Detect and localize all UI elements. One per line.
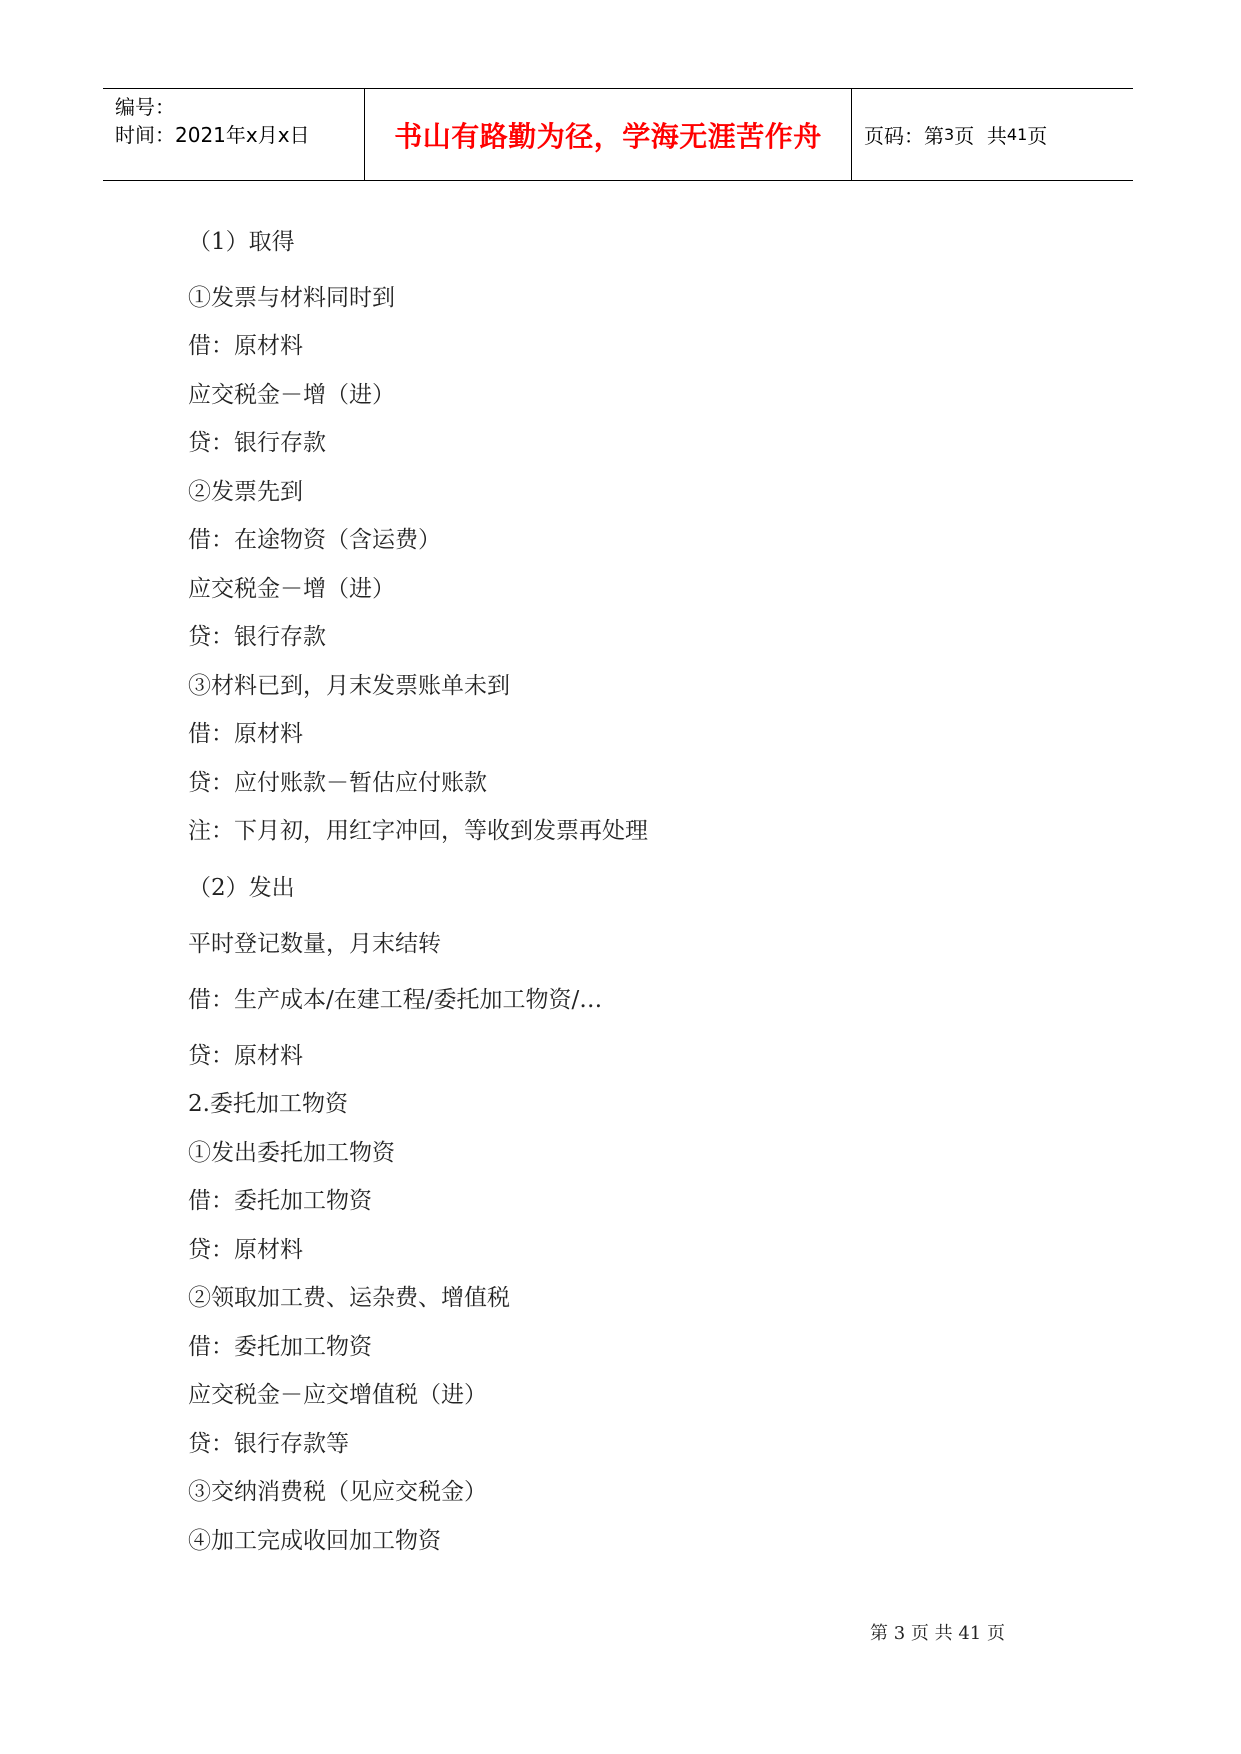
body-line: 借：原材料 — [188, 721, 303, 747]
page-footer: 第 3 页 共 41 页 — [870, 1623, 1005, 1644]
body-line: 贷：银行存款 — [188, 430, 326, 456]
body-line: （1）取得 — [188, 229, 295, 255]
body-line: 应交税金－增（进） — [188, 382, 395, 408]
page-label-mid: 页 共 — [954, 124, 1007, 148]
body-line: ④加工完成收回加工物资 — [188, 1528, 441, 1554]
page-total: 41 — [1006, 125, 1028, 144]
page-label-suffix: 页 — [1027, 124, 1048, 148]
body-line: 借：原材料 — [188, 333, 303, 359]
document-time-label: 时间：2021年x月x日 — [115, 123, 310, 147]
document-number-label: 编号： — [115, 95, 175, 119]
body-line: 应交税金－增（进） — [188, 576, 395, 602]
body-line: 2.委托加工物资 — [188, 1091, 348, 1117]
body-line: ②发票先到 — [188, 479, 303, 505]
page-label: 页码：第 — [864, 124, 944, 148]
body-line: 贷：原材料 — [188, 1043, 303, 1069]
body-line: 贷：银行存款等 — [188, 1431, 349, 1457]
body-line: 贷：应付账款－暂估应付账款 — [188, 770, 487, 796]
body-line: 借：委托加工物资 — [188, 1334, 372, 1360]
header-motto: 书山有路勤为径，学海无涯苦作舟 — [365, 89, 852, 180]
body-line: 借：生产成本/在建工程/委托加工物资/… — [188, 987, 603, 1013]
body-line: 借：委托加工物资 — [188, 1188, 372, 1214]
body-line: ②领取加工费、运杂费、增值税 — [188, 1285, 510, 1311]
body-line: ①发出委托加工物资 — [188, 1140, 395, 1166]
body-line: 平时登记数量，月末结转 — [188, 931, 441, 957]
body-line: ③材料已到，月末发票账单未到 — [188, 673, 510, 699]
page-number: 3 — [944, 125, 955, 144]
body-line: 贷：银行存款 — [188, 624, 326, 650]
body-line: 借：在途物资（含运费） — [188, 527, 441, 553]
body-line: 注：下月初，用红字冲回，等收到发票再处理 — [188, 818, 648, 844]
body-line: ③交纳消费税（见应交税金） — [188, 1479, 487, 1505]
body-line: 应交税金－应交增值税（进） — [188, 1382, 487, 1408]
body-line: （2）发出 — [188, 875, 295, 901]
body-line: 贷：原材料 — [188, 1237, 303, 1263]
body-line: ①发票与材料同时到 — [188, 285, 395, 311]
